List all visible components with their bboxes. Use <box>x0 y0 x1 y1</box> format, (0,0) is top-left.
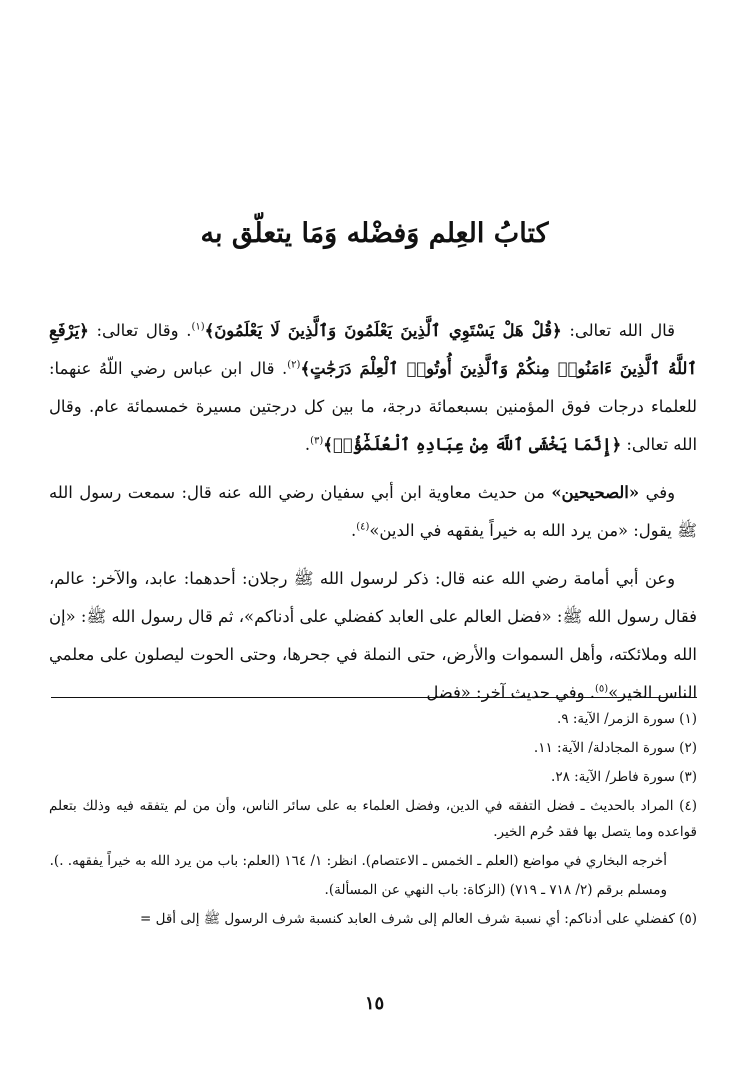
footnote: (١) سورة الزمر/ الآية: ٩. <box>557 711 697 727</box>
footnotes <box>49 706 697 935</box>
footnote-continuation: ومسلم برقم (٢/ ٧١٨ ـ ٧١٩) (الزكاة: باب النهي عن المسألة). <box>324 882 667 898</box>
footnote: (٤) المراد بالحديث ـ فضل التفقه في الدين، وفضل العلماء به على سائر الناس، وأن من لم يتفقه فيه وذلك بتعلم قواعده وما يتصل بها فقد حُرم الخير. <box>49 798 697 840</box>
footnote: (٥) كفضلي على أدناكم: أي نسبة شرف العالم إلى شرف العابد كنسبة شرف الرسول ﷺ إلى أقل = <box>140 911 697 927</box>
footnote: (٢) سورة المجادلة/ الآية: ١١. <box>533 740 697 756</box>
text-segment: . وفي حديث آخر: «فضل <box>426 683 595 702</box>
footnote-ref[interactable]: (٢) <box>287 359 301 371</box>
footnote-ref[interactable]: (١) <box>191 321 205 333</box>
text-segment: قال الله تعالى: <box>561 321 675 340</box>
quran-verse: ﴿قُلْ هَلْ يَسْتَوِي ٱلَّذِينَ يَعْلَمُونَ وَٱلَّذِينَ لَا يَعْلَمُونَ﴾ <box>204 321 562 340</box>
footnote-divider <box>51 697 697 698</box>
footnote-ref[interactable]: (٥) <box>594 683 609 695</box>
paragraph-2 <box>49 474 697 550</box>
text-segment: من حديث معاوية ابن أبي سفيان رضي الله عنه قال: سمعت رسول الله ﷺ يقول: «من يرد الله به خيراً يفقهه في الدين» <box>49 483 697 540</box>
text-segment: . <box>350 521 357 540</box>
paragraph-3 <box>49 560 697 712</box>
footnote-ref[interactable]: (٤) <box>356 521 370 533</box>
footnote-ref[interactable]: (٣) <box>310 435 324 447</box>
paragraph-1 <box>49 312 697 464</box>
page-number: ١٥ <box>364 993 385 1014</box>
footnote: (٣) سورة فاطر/ الآية: ٢٨. <box>551 769 697 785</box>
book-name: «الصحيحين» <box>551 483 640 502</box>
quran-verse: ﴿إِنَّمَا يَخْشَى ٱللَّهَ مِنْ عِبَادِهِ ٱلْعُلَمَٰٓؤُا۟﴾ <box>323 435 622 454</box>
footnote-continuation: أخرجه البخاري في مواضع (العلم ـ الخمس ـ الاعتصام). انظر: ١/ ١٦٤ (العلم: باب من يرد الله به خيراً يفقهه. .). <box>49 853 667 869</box>
text-segment: . قال ابن عباس رضي اللّهُ عنهما: للعلماء درجات فوق المؤمنين بسبعمائة درجة، ما بين كل درجتين مسيرة خمسمائة عام. وقال الله تعالى: <box>49 359 697 454</box>
text-segment: وفي <box>639 483 675 502</box>
quran-verse: ﴿يَرْفَعِ ٱللَّهُ ٱلَّذِينَ ءَامَنُوا۟ مِنكُمْ وَٱلَّذِينَ أُوتُوا۟ ٱلْعِلْمَ دَرَجَٰتٍ﴾ <box>49 321 697 378</box>
text-segment: وعن أبي أمامة رضي الله عنه قال: ذكر لرسول الله ﷺ رجلان: أحدهما: عابد، والآخر: عالم، فقال رسول الله ﷺ: «فضل العالم على العابد كفضلي على أدناكم»، ثم قال رسول الله ﷺ: «إن الله وملائكته، وأهل السموات والأرض، حتى النملة في جحرها، وحتى الحوت ليصلون على معلمي الناس الخير» <box>49 569 697 702</box>
chapter-title: كتابُ العِلم وَفضْله وَمَا يتعلّق به <box>200 218 549 249</box>
text-segment: . <box>304 435 311 454</box>
main-text <box>49 312 697 722</box>
text-segment: . وقال تعالى: <box>88 321 192 340</box>
